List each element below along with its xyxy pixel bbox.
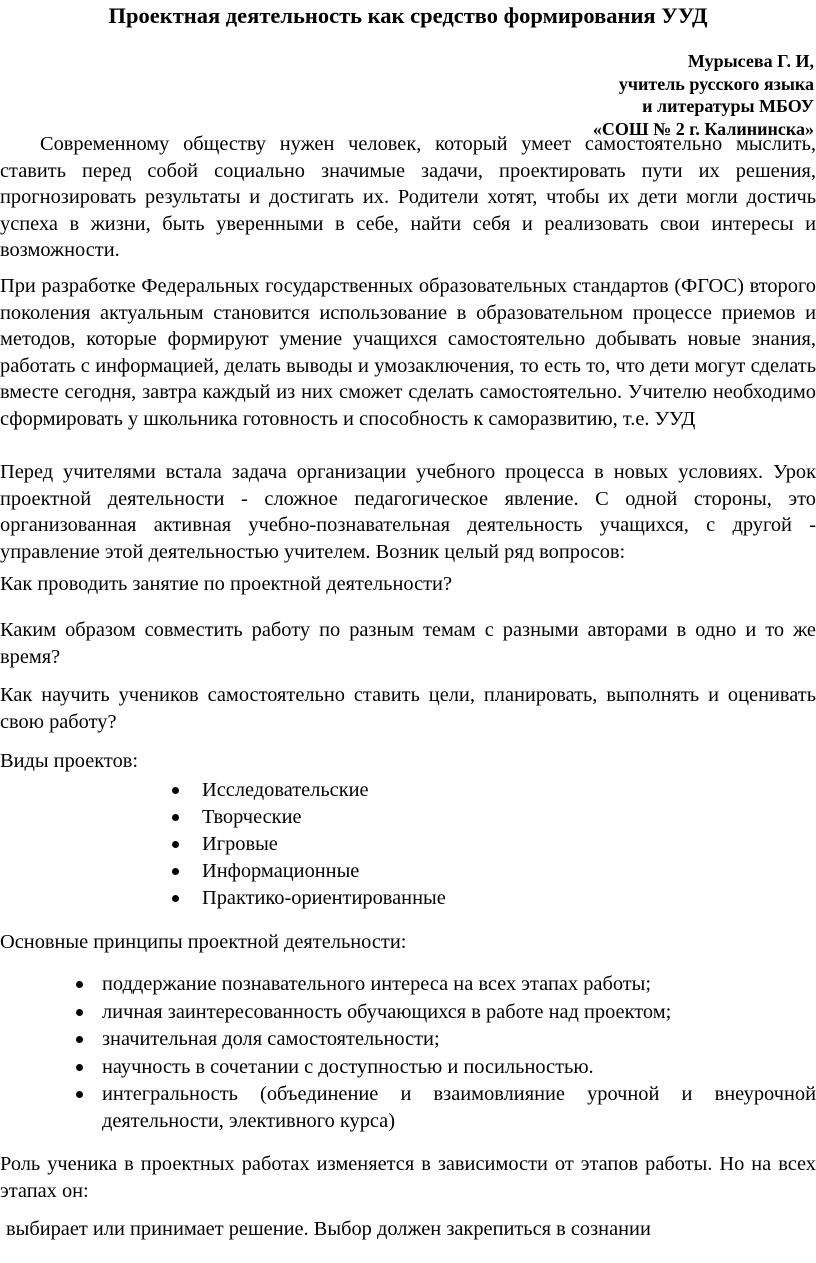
question-2: Каким образом совместить работу по разным темам с разными авторами в одно и то же время? bbox=[0, 619, 816, 668]
paragraph-fgos: При разработке Федеральных государственных образовательных стандартов (ФГОС) второго поколения актуальным становится использование в образовательном процессе приемов и методов, которые формируют умение учащихся самостоятельно добывать новые знания, работать с информацией, делать выводы и умозаключения, то есть то, что дети могут сделать вместе сегодня, завтра каждый из них сможет сделать самостоятельно. Учителю необходимо сформировать у школьника готовность и способность к саморазвитию, т.е. УУД bbox=[0, 275, 816, 430]
list-item-label: Информационные bbox=[202, 860, 360, 882]
bullet-dot-icon bbox=[76, 1036, 83, 1043]
list-item bbox=[160, 885, 446, 912]
project-types-list bbox=[160, 777, 446, 912]
bullet-dot-icon bbox=[172, 787, 179, 794]
list-item bbox=[74, 1026, 816, 1053]
project-types-label: Виды проектов: bbox=[0, 750, 139, 772]
list-item-label: личная заинтересованность обучающихся в работе над проектом; bbox=[102, 1000, 672, 1023]
list-item-label: поддержание познавательного интереса на всех этапах работы; bbox=[102, 973, 652, 995]
list-item-label: интегральность (объединение и взаимовлияние урочной и внеурочной деятельности, элективного курса) bbox=[102, 1083, 816, 1132]
bullet-dot-icon bbox=[172, 895, 179, 902]
paragraph-student-role: Роль ученика в проектных работах изменяется в зависимости от этапов работы. Но на всех этапах он: bbox=[0, 1153, 816, 1202]
list-item bbox=[160, 777, 446, 804]
question-1: Как проводить занятие по проектной деятельности? bbox=[0, 573, 452, 595]
list-item bbox=[160, 831, 446, 858]
list-item-label: значительная доля самостоятельности; bbox=[102, 1028, 440, 1050]
principles-list bbox=[74, 971, 816, 1135]
paragraph-intro: Современному обществу нужен человек, который умеет самостоятельно мыслить, ставить перед собой социально значимые задачи, проектировать пути их решения, прогнозировать результаты и достигать их. Родители хотят, чтобы их дети могли достичь успеха в жизни, быть уверенными в себе, найти себя и реализовать свои интересы и возможности. bbox=[0, 133, 816, 261]
author-position-cont: и литературы МБОУ bbox=[642, 96, 814, 116]
list-item bbox=[74, 999, 816, 1026]
bullet-dot-icon bbox=[172, 841, 179, 848]
list-item-label: Игровые bbox=[202, 833, 278, 855]
author-school: «СОШ № 2 г. Калининска» bbox=[592, 118, 814, 139]
bullet-dot-icon bbox=[172, 868, 179, 875]
list-item bbox=[74, 1081, 816, 1134]
document-title: Проектная деятельность как средство формирования УУД bbox=[108, 3, 708, 28]
bullet-dot-icon bbox=[76, 981, 83, 988]
list-item bbox=[74, 971, 816, 998]
bullet-dot-icon bbox=[76, 1064, 83, 1071]
bullet-dot-icon bbox=[76, 1009, 83, 1016]
paragraph-choice: выбирает или принимает решение. Выбор должен закрепиться в сознании bbox=[6, 1218, 651, 1240]
list-item-label: научность в сочетании с доступностью и посильностью. bbox=[102, 1055, 594, 1078]
list-item bbox=[160, 858, 446, 885]
bullet-dot-icon bbox=[76, 1091, 83, 1098]
list-item bbox=[160, 804, 446, 831]
list-item bbox=[74, 1054, 816, 1081]
author-position: учитель русского языка bbox=[618, 73, 814, 94]
paragraph-task: Перед учителями встала задача организации учебного процесса в новых условиях. Урок проектной деятельности - сложное педагогическое явление. С одной стороны, это организованная активная учебно-познавательная деятельность учащихся, с другой - управление этой деятельностью учителем. Возник целый ряд вопросов: bbox=[0, 461, 816, 563]
author-block bbox=[593, 50, 814, 140]
list-item-label: Творческие bbox=[202, 806, 302, 828]
list-item-label: Исследовательские bbox=[202, 779, 369, 801]
bullet-dot-icon bbox=[172, 814, 179, 821]
principles-label: Основные принципы проектной деятельности: bbox=[0, 931, 407, 953]
question-3: Как научить учеников самостоятельно ставить цели, планировать, выполнять и оценивать свою работу? bbox=[0, 684, 816, 733]
author-name: Мурысева Г. И, bbox=[687, 51, 814, 71]
list-item-label: Практико-ориентированные bbox=[202, 887, 446, 909]
